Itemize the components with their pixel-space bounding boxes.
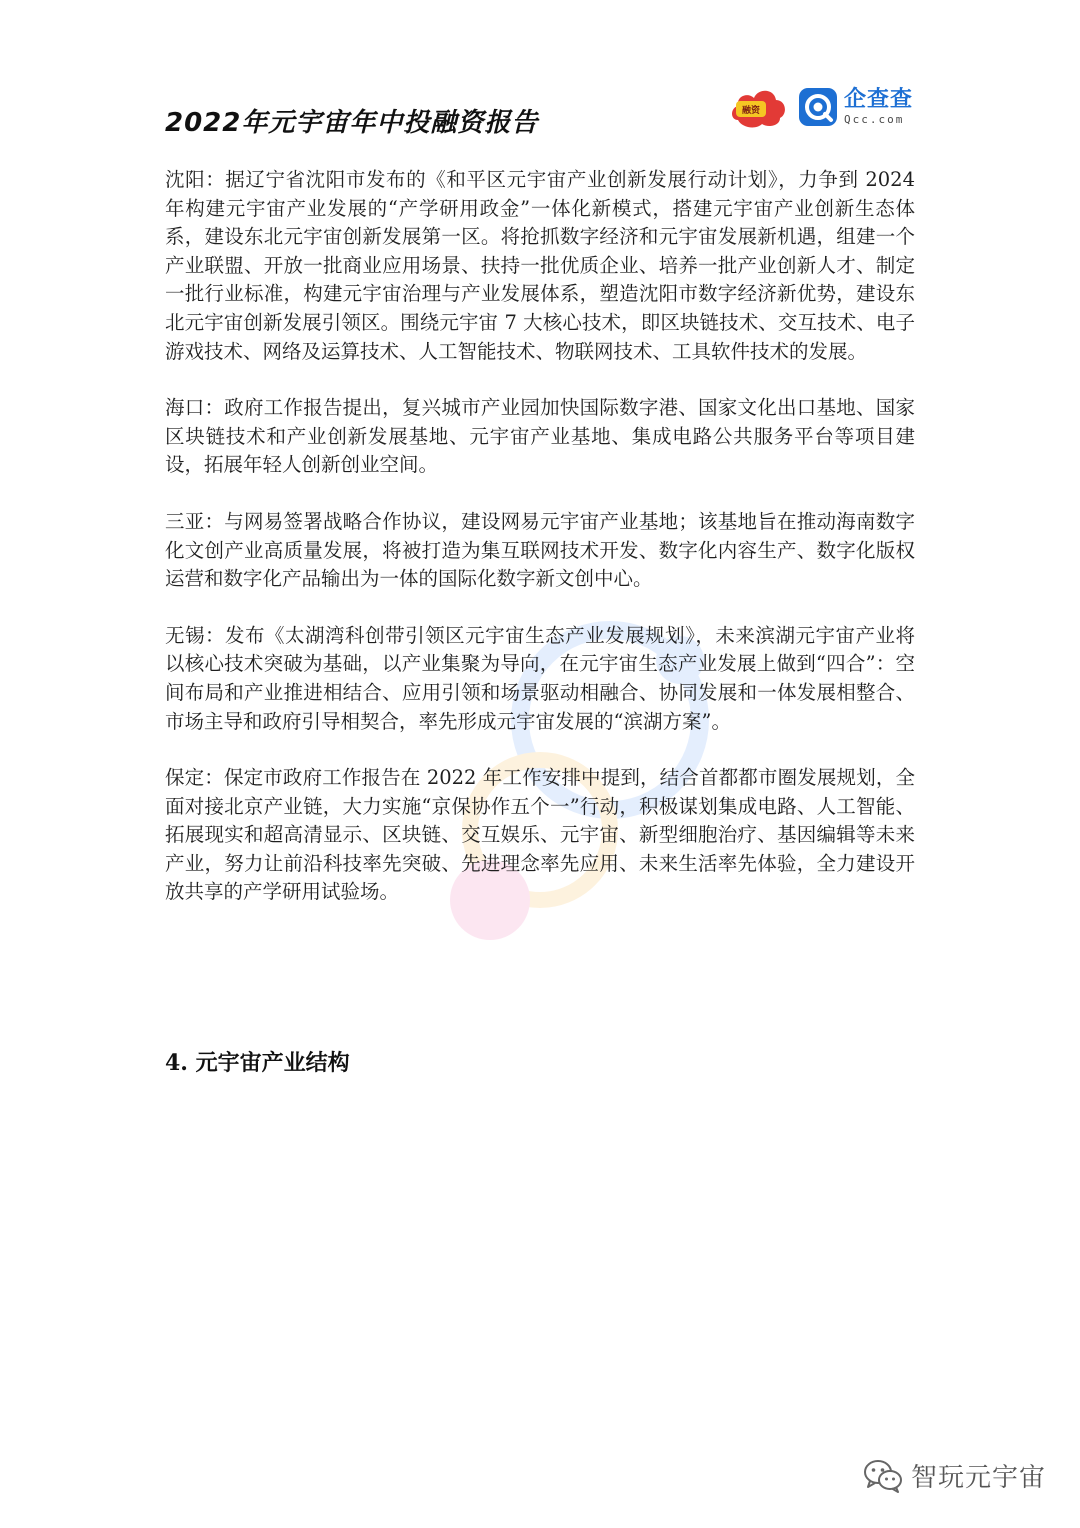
paragraph-baoding: 保定：保定市政府工作报告在 2022 年工作安排中提到，结合首都都市圈发展规划，全面对接北京产业链，大力实施“京保协作五个一”行动，积极谋划集成电路、人工智能、拓展现实和超高清显示、区块链、交互娱乐、元宇宙、新型细胞治疗、基因编辑等未来产业，努力让前沿科技率先突破、先进理念率先应用、未来生活率先体验，全力建设开放共享的产学研用试验场。 — [165, 766, 915, 904]
paragraph-haikou: 海口：政府工作报告提出，复兴城市产业园加快国际数字港、国家文化出口基地、国家区块链技术和产业创新发展基地、元宇宙产业基地、集成电路公共服务平台等项目建设，拓展年轻人创新创业空间。 — [165, 396, 915, 477]
paragraph-shenyang: 沈阳：据辽宁省沈阳市发布的《和平区元宇宙产业创新发展行动计划》，力争到 2024 年构建元宇宙产业发展的“产学研用政金”一体化新模式，搭建元宇宙产业创新生态体系，建设东北元宇宙创新发展第一区。将抢抓数字经济和元宇宙发展新机遇，组建一个产业联盟、开放一批商业应用场景、扶持一批优质企业、培养一批产业创新人才、制定一批行业标准，构建元宇宙治理与产业发展体系，塑造沈阳市数字经济新优势，建设东北元宇宙创新发展引领区。围绕元宇宙 7 大核心技术，即区块链技术、交互技术、电子游戏技术、网络及运算技术、人工智能技术、物联网技术、工具软件技术的发展。 — [165, 168, 915, 363]
qcc-logo-en: Qcc.com — [843, 113, 905, 126]
section-title: 4. 元宇宙产业结构 — [165, 1050, 350, 1076]
paragraph-sanya: 三亚：与网易签署战略合作协议，建设网易元宇宙产业基地；该基地旨在推动海南数字化文创产业高质量发展，将被打造为集互联网技术开发、数字化内容生产、数字化版权运营和数字化产品输出为一体的国际化数字新文创中心。 — [165, 509, 915, 591]
cloud-logo-icon — [728, 84, 790, 130]
footer-brand-name: 智玩元宇宙 — [910, 1463, 1046, 1493]
qcc-logo-cn: 企查查 — [843, 87, 913, 112]
qcc-mark-icon — [798, 87, 838, 127]
footer-brand — [863, 1457, 1046, 1494]
cloud-logo — [728, 84, 790, 130]
paragraph-wuxi: 无锡：发布《太湖湾科创带引领区元宇宙生态产业发展规划》，未来滨湖元宇宙产业将以核心技术突破为基础，以产业集聚为导向，在元宇宙生态产业发展上做到“四合”：空间布局和产业推进相结合、应用引领和场景驱动相融合、协同发展和一体发展相整合、市场主导和政府引导相契合，率先形成元宇宙发展的“滨湖方案”。 — [165, 623, 915, 733]
wechat-icon — [863, 1459, 903, 1493]
page-header — [165, 82, 913, 146]
report-title: 2022年元宇宙年中投融资报告 — [165, 108, 539, 138]
cloud-logo-label: 融资 — [741, 106, 760, 116]
qcc-logo — [798, 87, 913, 127]
header-logos — [728, 82, 913, 132]
article-body — [165, 166, 915, 935]
